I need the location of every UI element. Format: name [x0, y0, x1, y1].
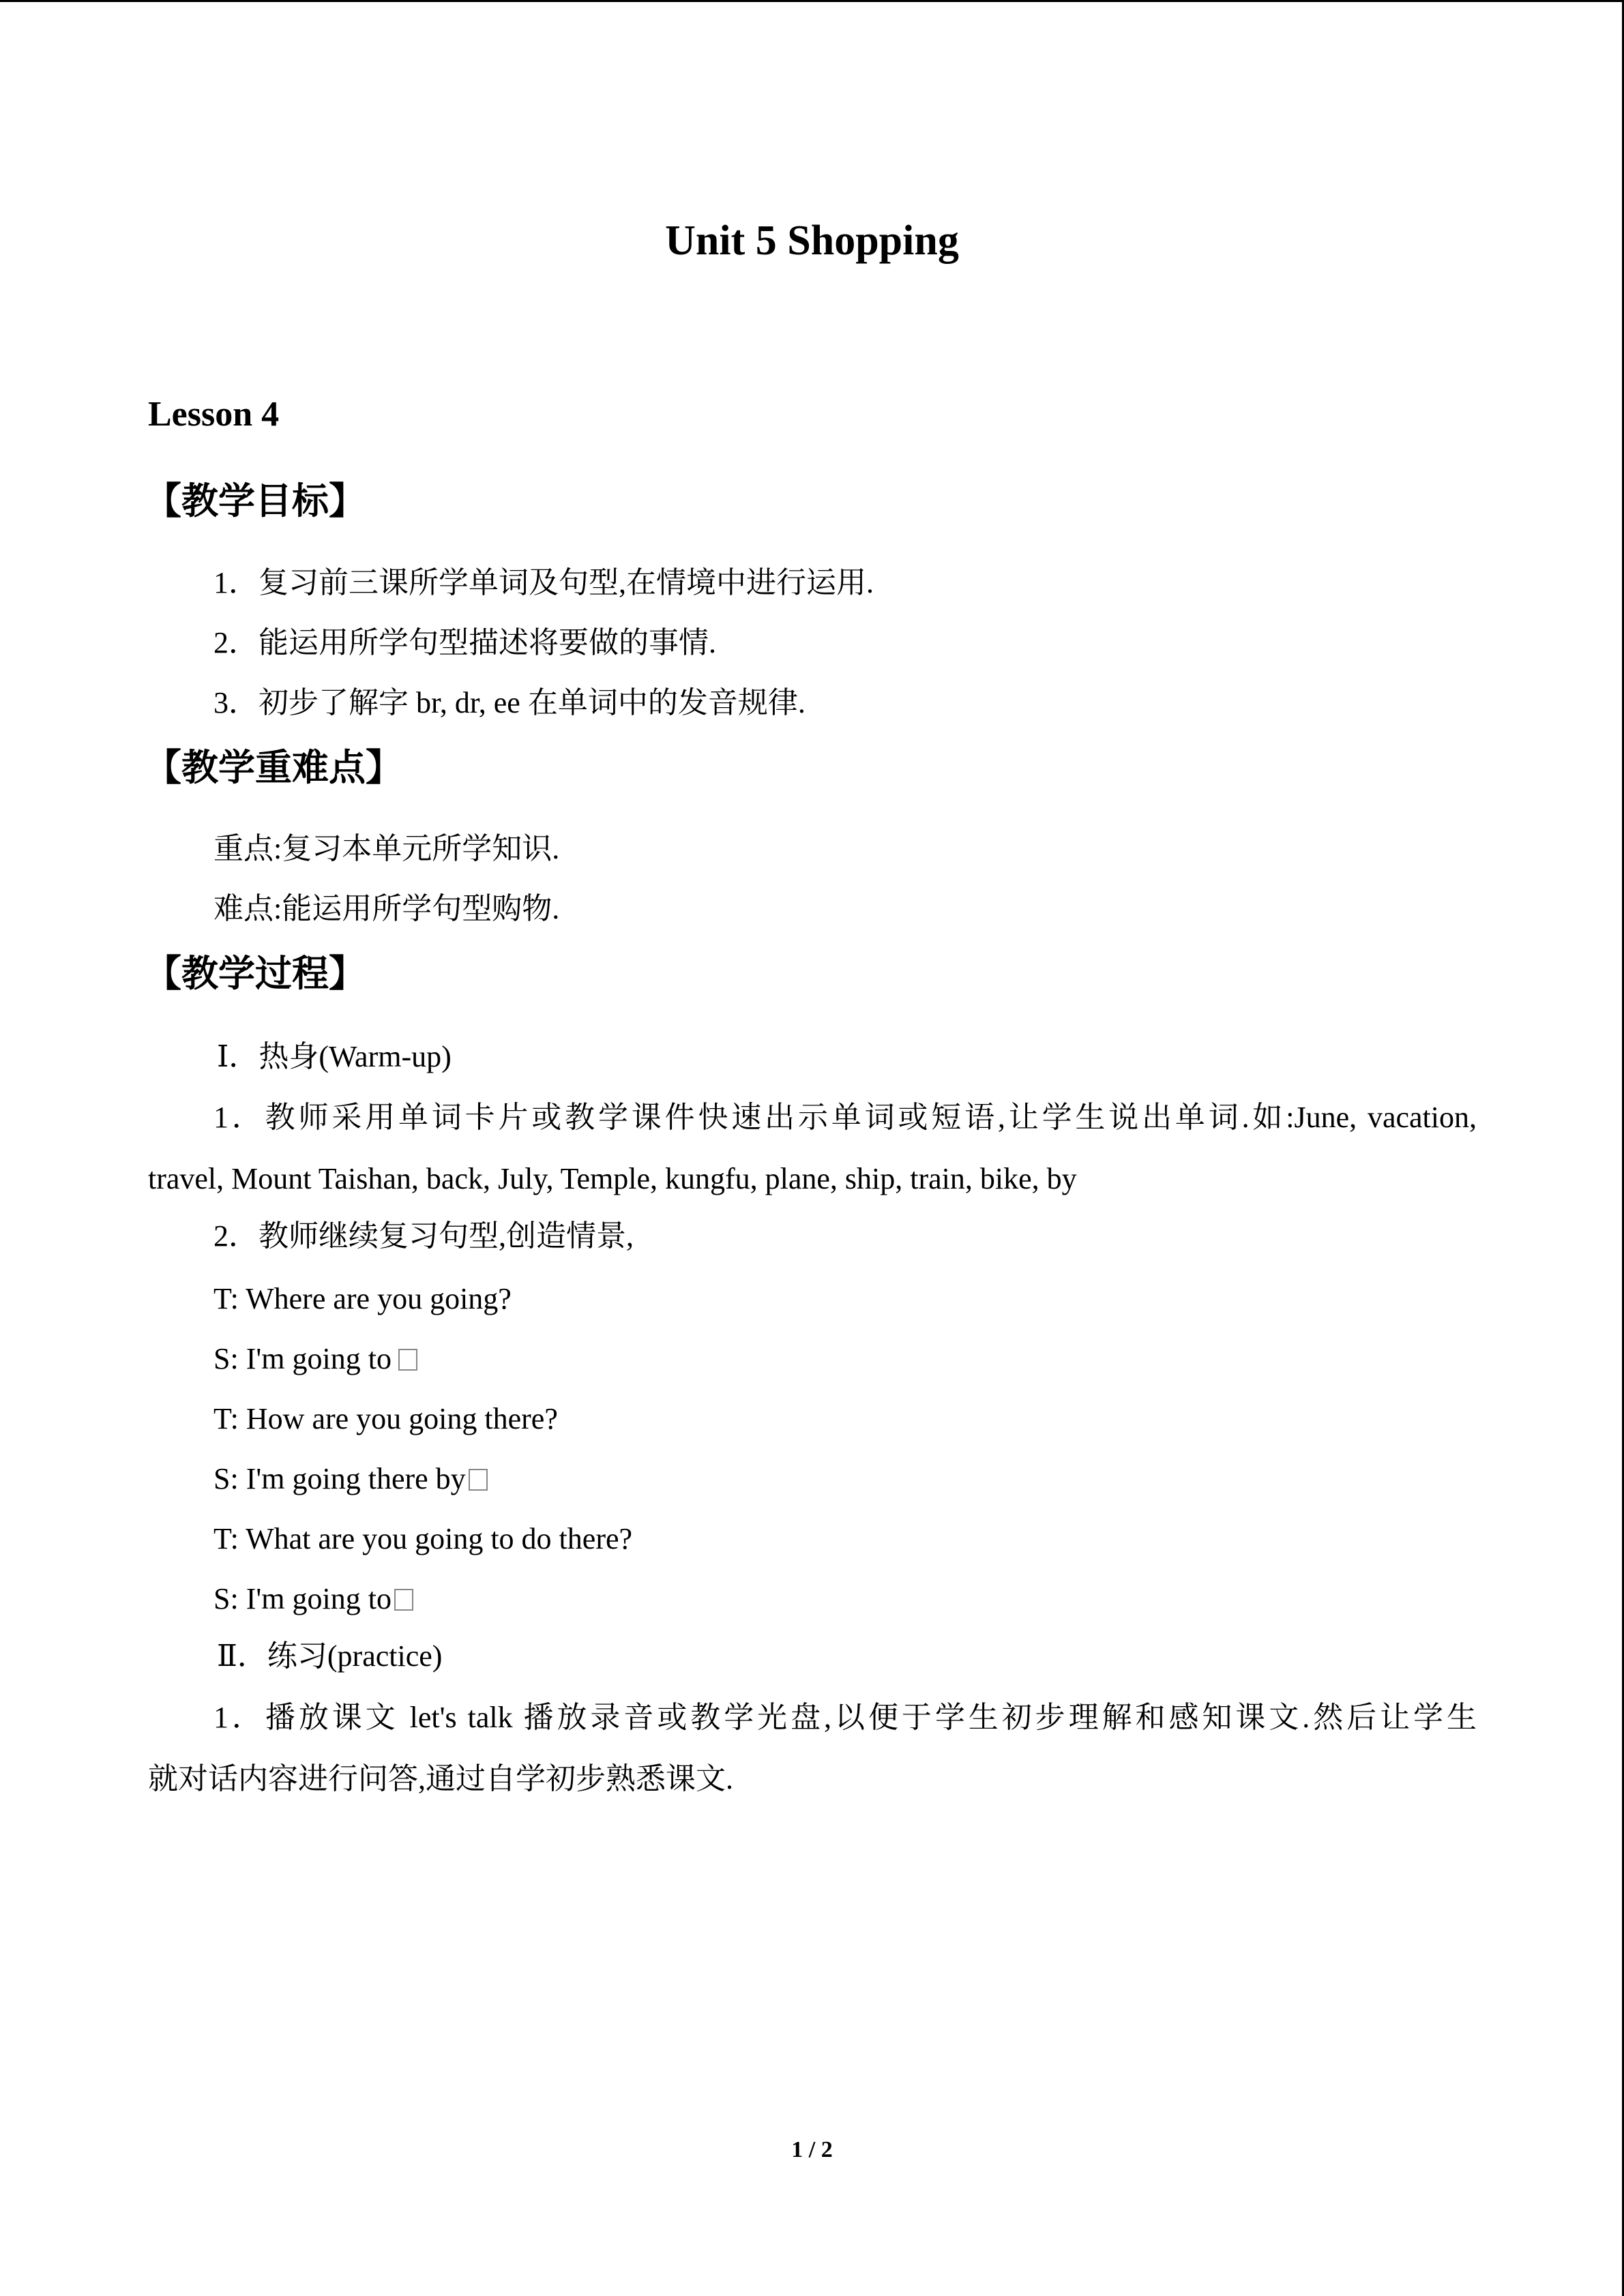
practice-item-1-line-2: 就对话内容进行问答,通过自学初步熟悉课文.	[148, 1762, 733, 1795]
dialogue-line: T: Where are you going?	[213, 1282, 512, 1315]
warmup-item-1-line-2: travel, Mount Taishan, back, July, Temple, kungfu, plane, ship, train, bike, by	[148, 1162, 1077, 1195]
lesson-heading: Lesson 4	[148, 395, 280, 434]
objective-item: 2．能运用所学句型描述将要做的事情.	[213, 626, 716, 659]
warmup-item-1-line-1: 1．教师采用单词卡片或教学课件快速出示单词或短语,让学生说出单词.如:June, vacation,	[213, 1101, 1477, 1134]
objective-item: 3．初步了解字 br, dr, ee 在单词中的发音规律.	[213, 686, 806, 719]
warmup-heading: Ⅰ．热身(Warm-up)	[217, 1040, 452, 1073]
objectives-heading: 【教学目标】	[145, 479, 366, 522]
dialogue-line	[213, 1339, 417, 1380]
dialogue-text: S: I'm going to	[213, 1582, 392, 1615]
dialogue-text: S: I'm going to	[213, 1342, 392, 1375]
blank-box-icon	[469, 1469, 488, 1491]
dialogue-line	[213, 1579, 413, 1620]
keypoints-heading: 【教学重难点】	[145, 746, 402, 789]
practice-heading: Ⅱ．练习(practice)	[217, 1639, 443, 1673]
process-heading: 【教学过程】	[145, 952, 366, 995]
page-number: 1 / 2	[791, 2137, 833, 2162]
dialogue-line: T: What are you going to do there?	[213, 1522, 633, 1555]
blank-box-icon	[398, 1349, 417, 1371]
document-title: Unit 5 Shopping	[665, 218, 959, 264]
keypoint-item: 重点:复习本单元所学知识.	[213, 832, 560, 865]
blank-box-icon	[394, 1589, 413, 1611]
dialogue-line: T: How are you going there?	[213, 1402, 558, 1435]
dialogue-text: S: I'm going there by	[213, 1462, 466, 1495]
objective-item: 1．复习前三课所学单词及句型,在情境中进行运用.	[213, 566, 874, 599]
keypoint-item: 难点:能运用所学句型购物.	[213, 892, 560, 925]
practice-item-1-line-1: 1．播放课文 let's talk 播放录音或教学光盘,以便于学生初步理解和感知课文.然后让学生	[213, 1701, 1477, 1734]
dialogue-line	[213, 1459, 488, 1500]
warmup-item-2: 2．教师继续复习句型,创造情景,	[213, 1219, 634, 1253]
